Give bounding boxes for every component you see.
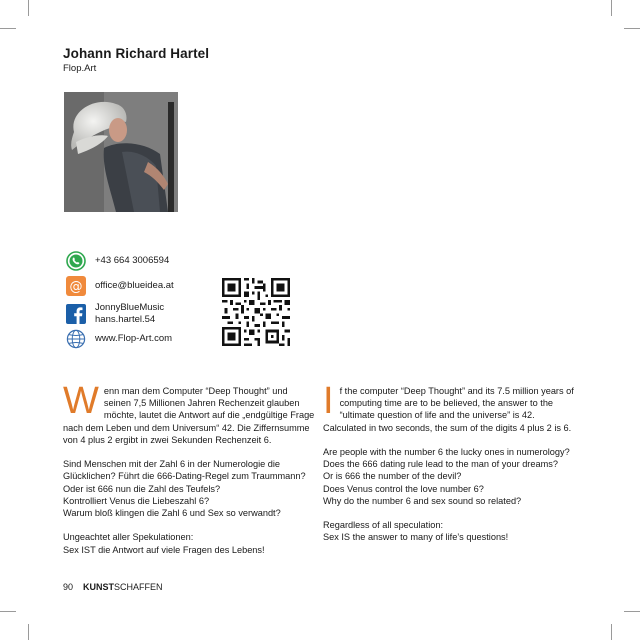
german-closing-1: Ungeachtet aller Spekulationen: [63, 532, 194, 543]
english-question-4: Does Venus control the love number 6? [323, 483, 484, 494]
svg-text:@: @ [69, 279, 83, 295]
brand-rest: SCHAFFEN [114, 582, 163, 592]
german-dropcap: W [63, 380, 99, 422]
german-question-1: Sind Menschen mit der Zahl 6 in der Numerologie die Glücklichen? Führt die 666-Dating-Regel zum Traummann? [63, 459, 306, 482]
english-intro-text: f the computer “Deep Thought” and its 7.5 million years of computing time are to be believed, the answer to the “ultimate question of life and the universe” is 42. Calculated in two seconds, the sum of the digits 4 plus 2 is 6. [323, 386, 574, 433]
facebook-icon [66, 304, 86, 324]
page-number: 90 [63, 582, 74, 592]
facebook-text [95, 302, 164, 326]
phone-text: +43 664 3006594 [95, 255, 170, 266]
crop-mark [611, 624, 612, 640]
german-closing-2: Sex IST die Antwort auf viele Fragen des Lebens! [63, 544, 265, 555]
contact-phone[interactable] [66, 251, 169, 271]
facebook-line2: hans.hartel.54 [95, 314, 156, 325]
german-column [63, 380, 317, 556]
website-text: www.Flop-Art.com [95, 333, 173, 344]
magazine-brand [83, 582, 163, 592]
english-question-3: Or is 666 the number of the devil? [323, 471, 462, 482]
german-intro-text: enn man dem Computer “Deep Thought” und seinen 7,5 Millionen Jahren Rechenzeit glauben möchte, lautet die Antwort auf die „endgültige Frage nach dem Leben und dem Universum“ 42. Die Ziffernsumme von 4 plus 2 ergibt in zwei Sekunden Rechenzeit 6. [63, 386, 315, 445]
artist-name: Johann Richard Hartel [63, 46, 210, 61]
crop-mark [624, 28, 640, 29]
crop-mark [28, 0, 29, 16]
german-question-2: Oder ist 666 nun die Zahl des Teufels? [63, 483, 221, 494]
email-icon [66, 276, 86, 296]
english-intro [323, 380, 577, 434]
english-closing-1: Regardless of all speculation: [323, 520, 444, 531]
facebook-line1: JonnyBlueMusic [95, 302, 165, 313]
crop-mark [28, 624, 29, 640]
crop-mark [0, 28, 16, 29]
german-question-3: Kontrolliert Venus die Liebeszahl 6? [63, 495, 210, 506]
contact-facebook[interactable] [66, 302, 164, 326]
qr-code[interactable] [222, 278, 290, 346]
contact-email[interactable] [66, 276, 174, 296]
page-footer [63, 582, 163, 592]
english-closing-2: Sex IS the answer to many of life’s questions! [323, 532, 509, 543]
english-question-5: Why do the number 6 and sex sound so related? [323, 495, 522, 506]
german-intro [63, 380, 317, 446]
contact-website[interactable] [66, 329, 172, 349]
brand-bold: KUNST [83, 582, 115, 592]
whatsapp-icon [66, 251, 86, 271]
crop-mark [624, 611, 640, 612]
globe-icon [66, 329, 86, 349]
artist-photo [64, 92, 178, 212]
german-question-4: Warum bloß klingen die Zahl 6 und Sex so verwandt? [63, 508, 281, 519]
crop-mark [611, 0, 612, 16]
english-question-1: Are people with the number 6 the lucky ones in numerology? [323, 447, 570, 457]
english-column [323, 380, 577, 544]
english-question-2: Does the 666 dating rule lead to the man of your dreams? [323, 459, 558, 470]
english-dropcap: I [323, 380, 334, 422]
email-text: office@blueidea.at [95, 280, 174, 291]
artist-org: Flop.Art [63, 63, 97, 74]
crop-mark [0, 611, 16, 612]
